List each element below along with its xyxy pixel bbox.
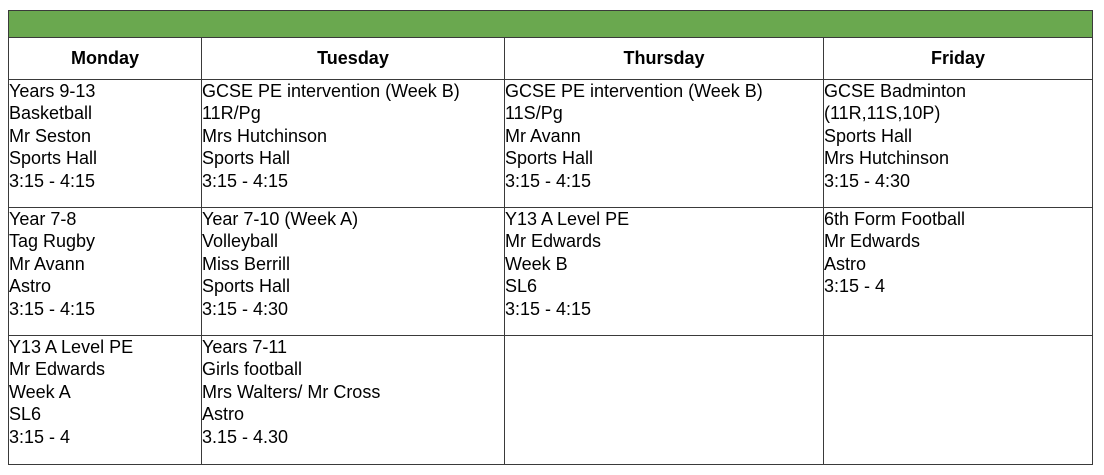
day-header-monday: Monday [9, 38, 202, 80]
cell-line: 3:15 - 4:15 [505, 298, 592, 319]
empty-cell [505, 336, 824, 465]
empty-cell [824, 336, 1093, 465]
cell-line: 3:15 - 4:30 [824, 170, 911, 191]
cell-line: 3:15 - 4 [9, 426, 71, 447]
cell-line: Mr Edwards [9, 359, 106, 380]
timetable [8, 10, 1093, 465]
cell-line: Years 7-11 [202, 337, 288, 357]
cell-line: Tag Rugby [9, 231, 96, 252]
table-row [9, 336, 1093, 465]
cell-line: Mr Seston [9, 125, 92, 146]
cell-line: (11R,11S,10P) [824, 103, 941, 124]
cell-line: Week A [9, 381, 71, 402]
cell-line: Mr Edwards [505, 231, 602, 252]
cell-line: Astro [202, 404, 245, 425]
activity-cell [824, 80, 1093, 208]
activity-cell [202, 208, 505, 336]
cell-line: GCSE Badminton [824, 81, 967, 101]
day-header-tuesday: Tuesday [202, 38, 505, 80]
activity-cell [9, 336, 202, 465]
cell-line: 3.15 - 4.30 [202, 426, 289, 447]
activity-cell [202, 80, 505, 208]
cell-line: 3:15 - 4:30 [202, 298, 289, 319]
cell-line: 3:15 - 4 [824, 276, 886, 297]
cell-line: 3:15 - 4:15 [202, 170, 289, 191]
activity-cell [9, 80, 202, 208]
activity-cell [202, 336, 505, 465]
cell-line: Y13 A Level PE [505, 209, 630, 229]
cell-line: 3:15 - 4:15 [505, 170, 592, 191]
cell-line: Y13 A Level PE [9, 337, 134, 357]
cell-line: Sports Hall [9, 148, 98, 169]
cell-line: Sports Hall [202, 276, 291, 297]
cell-line: Mr Edwards [824, 231, 921, 252]
cell-line: Mr Avann [505, 125, 581, 146]
cell-line: GCSE PE intervention (Week B) [202, 81, 460, 101]
header-banner [9, 11, 1093, 38]
cell-line: Volleyball [202, 231, 279, 252]
cell-line: Week B [505, 253, 568, 274]
cell-line: Sports Hall [505, 148, 594, 169]
cell-line: 3:15 - 4:15 [9, 170, 96, 191]
cell-line: Year 7-8 [9, 209, 77, 229]
cell-line: Sports Hall [824, 125, 913, 146]
cell-line: Astro [824, 253, 867, 274]
cell-line: Mrs Hutchinson [824, 148, 950, 169]
cell-line: SL6 [9, 404, 42, 425]
cell-line: GCSE PE intervention (Week B) [505, 81, 763, 101]
day-header-row [9, 38, 1093, 80]
cell-line: Girls football [202, 359, 303, 380]
cell-line: Year 7-10 (Week A) [202, 209, 359, 229]
activity-cell [505, 208, 824, 336]
header-banner-row [9, 11, 1093, 38]
cell-line: 6th Form Football [824, 209, 966, 229]
cell-line: 11R/Pg [202, 103, 261, 124]
cell-line: 11S/Pg [505, 103, 563, 124]
table-row [9, 208, 1093, 336]
cell-line: Astro [9, 276, 52, 297]
cell-line: Sports Hall [202, 148, 291, 169]
table-row [9, 80, 1093, 208]
cell-line: Basketball [9, 103, 93, 124]
cell-line: Years 9-13 [9, 81, 96, 101]
cell-line: SL6 [505, 276, 538, 297]
activity-cell [505, 80, 824, 208]
day-header-thursday: Thursday [505, 38, 824, 80]
cell-line: 3:15 - 4:15 [9, 298, 96, 319]
cell-line: Mrs Walters/ Mr Cross [202, 381, 381, 402]
cell-line: Mr Avann [9, 253, 85, 274]
cell-line: Miss Berrill [202, 253, 290, 274]
day-header-friday: Friday [824, 38, 1093, 80]
cell-line: Mrs Hutchinson [202, 125, 328, 146]
activity-cell [9, 208, 202, 336]
activity-cell [824, 208, 1093, 336]
